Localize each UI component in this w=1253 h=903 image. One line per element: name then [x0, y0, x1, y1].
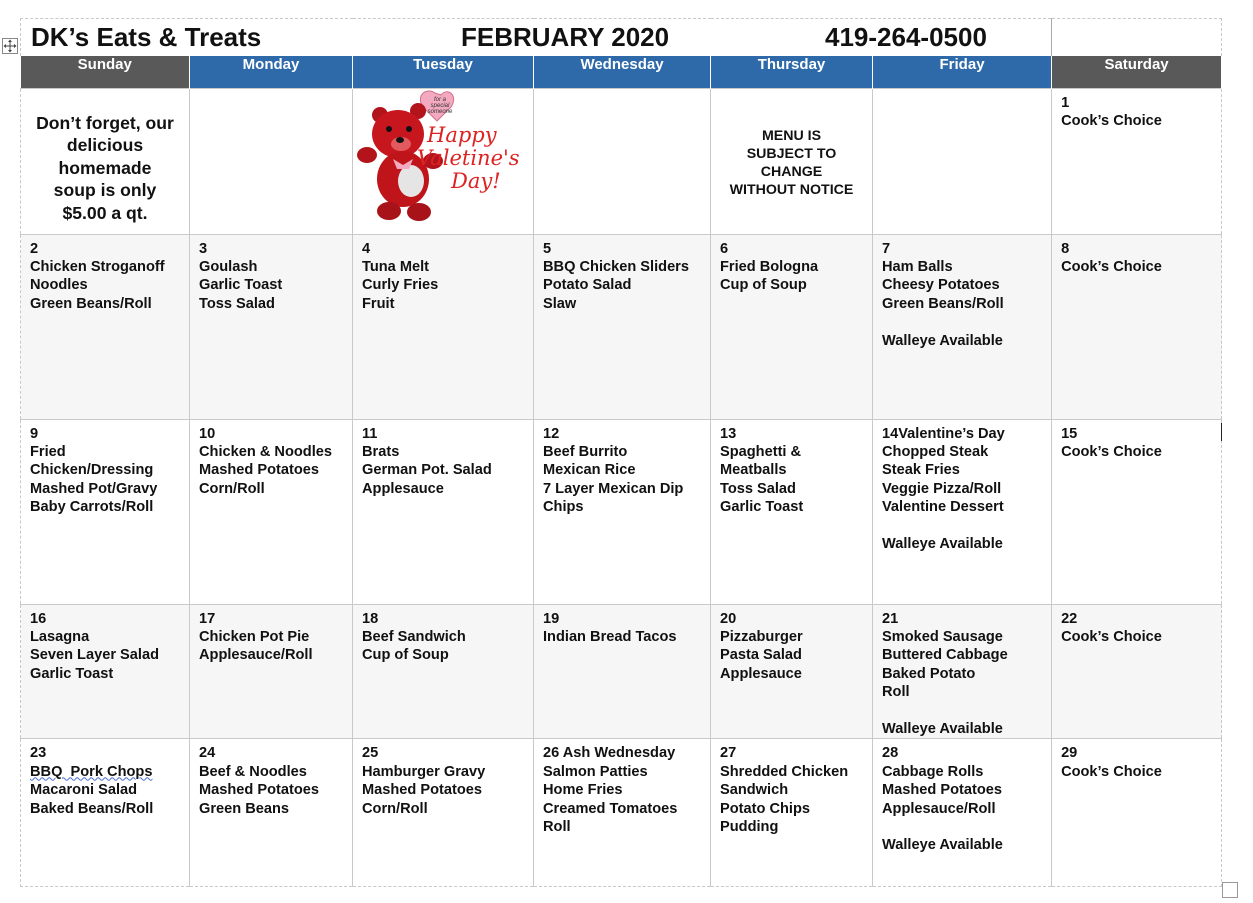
menu-item: Chicken Stroganoff — [30, 258, 165, 275]
date-number: 8 — [1061, 240, 1070, 257]
menu-item: Cabbage Rolls — [882, 763, 984, 780]
menu-item: Garlic Toast — [720, 499, 804, 516]
date-number: 12 — [543, 425, 560, 442]
valentine-clipart — [353, 89, 533, 229]
menu-item: Macaroni Salad — [30, 782, 138, 799]
menu-item: Beef Burrito — [543, 443, 628, 460]
heart-caption-line: for a — [433, 96, 446, 103]
menu-item: Toss Salad — [199, 295, 275, 312]
day-menu — [711, 605, 872, 684]
menu-item: Mashed Pot/Gravy — [30, 480, 158, 497]
day-header-saturday: Saturday — [1052, 56, 1222, 88]
date-number: 27 — [720, 745, 737, 762]
day-menu — [711, 739, 872, 836]
table-resize-handle-icon[interactable] — [1222, 882, 1238, 898]
calendar-title-cell[interactable] — [21, 19, 1052, 57]
menu-item — [882, 818, 1047, 836]
menu-item: Ham Balls — [882, 258, 953, 275]
menu-item: Tuna Melt — [362, 258, 430, 275]
day-header-monday: Monday — [190, 56, 353, 88]
menu-item: Chicken/Dressing — [30, 462, 154, 479]
menu-item: Roll — [882, 684, 910, 701]
menu-item: Shredded Chicken — [720, 763, 849, 780]
day-cell[interactable] — [534, 88, 711, 234]
menu-note-line: CHANGE — [760, 163, 823, 180]
day-header-thursday: Thursday — [711, 56, 873, 88]
menu-item: Baked Beans/Roll — [30, 800, 154, 817]
menu-item: Chopped Steak — [882, 443, 989, 460]
date-number: 7 — [882, 240, 891, 257]
date-number: 16 — [30, 610, 47, 627]
menu-item: Chips — [543, 499, 584, 516]
date-number: 22 — [1061, 610, 1078, 627]
day-cell[interactable] — [873, 739, 1052, 887]
day-menu — [353, 605, 533, 665]
date-number: 13 — [720, 425, 737, 442]
day-cell[interactable] — [711, 234, 873, 419]
date-number: 17 — [199, 610, 216, 627]
menu-item: Salmon Patties — [543, 763, 648, 780]
heart-caption-line: special — [430, 102, 450, 109]
day-cell[interactable] — [534, 739, 711, 887]
date-number: 19 — [543, 610, 560, 627]
heart-caption — [425, 97, 455, 115]
date-number: 25 — [362, 745, 379, 762]
day-menu — [534, 420, 710, 517]
day-cell[interactable] — [353, 604, 534, 739]
date-number: 5 — [543, 240, 552, 257]
text-cursor — [1221, 423, 1222, 441]
menu-item: Veggie Pizza/Roll — [882, 480, 1002, 497]
menu-item: Applesauce/Roll — [882, 800, 996, 817]
menu-item: Brats — [362, 443, 400, 460]
menu-item: Slaw — [543, 295, 577, 312]
date-number: 9 — [30, 425, 39, 442]
day-menu — [353, 420, 533, 499]
soup-note-line: delicious — [66, 135, 144, 156]
day-menu — [873, 420, 1051, 554]
menu-note-line: MENU IS — [761, 127, 822, 144]
day-menu — [534, 605, 710, 647]
soup-note-line: $5.00 a qt. — [62, 202, 148, 223]
date-number: 15 — [1061, 425, 1078, 442]
menu-item: Walleye Available — [882, 535, 1003, 552]
day-menu — [1052, 420, 1221, 462]
menu-item: Mashed Potatoes — [199, 462, 320, 479]
menu-item: Cheesy Potatoes — [882, 277, 1000, 294]
menu-item: BBQ Pork Chops — [30, 763, 153, 780]
day-cell[interactable] — [21, 88, 190, 234]
day-menu — [873, 605, 1051, 739]
date-number: 14Valentine’s Day — [882, 425, 1005, 442]
menu-item: Mexican Rice — [543, 462, 636, 479]
day-menu — [534, 739, 710, 836]
soup-note-line: soup is only — [53, 180, 157, 201]
menu-item: Buttered Cabbage — [882, 647, 1008, 664]
menu-item: Meatballs — [720, 462, 787, 479]
date-number: 2 — [30, 240, 39, 257]
valentine-text-line: Happy — [427, 122, 497, 147]
menu-item: Beef Sandwich — [362, 628, 466, 645]
menu-item: Toss Salad — [720, 480, 796, 497]
day-cell[interactable] — [190, 419, 353, 604]
day-cell[interactable] — [353, 419, 534, 604]
menu-item: Green Beans/Roll — [882, 295, 1004, 312]
soup-note-line: homemade — [58, 157, 152, 178]
day-cell[interactable] — [711, 88, 873, 234]
menu-item: Corn/Roll — [199, 480, 265, 497]
menu-item: Walleye Available — [882, 720, 1003, 737]
menu-item: Sandwich — [720, 782, 789, 799]
menu-item: Lasagna — [30, 628, 90, 645]
day-cell[interactable] — [21, 419, 190, 604]
day-cell[interactable] — [190, 234, 353, 419]
week-row-1 — [21, 88, 1222, 234]
date-number: 18 — [362, 610, 379, 627]
day-cell[interactable] — [190, 88, 353, 234]
day-cell[interactable] — [21, 234, 190, 419]
menu-item: Curly Fries — [362, 277, 439, 294]
day-menu — [190, 739, 352, 818]
menu-item: Walleye Available — [882, 837, 1003, 854]
menu-item: Pizzaburger — [720, 628, 803, 645]
date-number: 23 — [30, 745, 47, 762]
day-menu — [21, 235, 189, 314]
day-menu — [190, 235, 352, 314]
header-empty-cell[interactable] — [1052, 19, 1222, 57]
day-header-tuesday: Tuesday — [353, 56, 534, 88]
date-number: 28 — [882, 745, 899, 762]
menu-item: Mashed Potatoes — [199, 782, 320, 799]
day-menu — [21, 420, 189, 517]
date-number: 4 — [362, 240, 371, 257]
day-cell[interactable] — [534, 419, 711, 604]
menu-item: Spaghetti & — [720, 443, 802, 460]
weekday-header-row — [21, 56, 1222, 88]
menu-item: 7 Layer Mexican Dip — [543, 480, 684, 497]
menu-item: Baby Carrots/Roll — [30, 499, 154, 516]
week-row-4 — [21, 604, 1222, 739]
menu-item: Valentine Dessert — [882, 499, 1004, 516]
menu-item: Chicken Pot Pie — [199, 628, 310, 645]
month-title: FEBRUARY 2020 — [461, 22, 670, 52]
menu-calendar — [20, 18, 1222, 887]
day-menu — [534, 235, 710, 314]
menu-note-line: WITHOUT NOTICE — [729, 182, 854, 199]
menu-item: Green Beans — [199, 800, 290, 817]
day-cell[interactable] — [21, 739, 190, 887]
week-row-5 — [21, 739, 1222, 887]
menu-item: Mashed Potatoes — [362, 782, 483, 799]
day-cell[interactable] — [534, 234, 711, 419]
business-name: DK’s Eats & Treats — [31, 22, 262, 52]
day-header-sunday: Sunday — [21, 56, 190, 88]
menu-item: Garlic Toast — [30, 665, 114, 682]
menu-item: Green Beans/Roll — [30, 295, 152, 312]
day-menu — [873, 235, 1051, 350]
soup-note — [21, 89, 189, 225]
menu-item: Cook’s Choice — [1061, 763, 1162, 780]
menu-item — [882, 702, 1047, 720]
menu-item: Hamburger Gravy — [362, 763, 486, 780]
date-number: 3 — [199, 240, 208, 257]
menu-item: Potato Salad — [543, 277, 632, 294]
day-menu — [873, 739, 1051, 854]
day-menu — [190, 605, 352, 665]
menu-item: Potato Chips — [720, 800, 810, 817]
day-menu — [21, 739, 189, 818]
day-cell[interactable] — [190, 739, 353, 887]
day-menu — [353, 235, 533, 314]
day-menu — [1052, 89, 1221, 131]
day-header-friday: Friday — [873, 56, 1052, 88]
date-number: 26 Ash Wednesday — [543, 745, 676, 762]
menu-item: Cup of Soup — [720, 277, 807, 294]
menu-note-line: SUBJECT TO — [746, 145, 837, 162]
day-cell[interactable] — [190, 604, 353, 739]
menu-item: Fried — [30, 443, 66, 460]
day-cell[interactable] — [353, 88, 534, 234]
menu-item: Roll — [543, 818, 571, 835]
menu-item: Pasta Salad — [720, 647, 802, 664]
day-cell[interactable] — [873, 234, 1052, 419]
week-row-3 — [21, 419, 1222, 604]
menu-item: Garlic Toast — [199, 277, 283, 294]
menu-item — [882, 517, 1047, 535]
menu-item: Steak Fries — [882, 462, 960, 479]
menu-item: Creamed Tomatoes — [543, 800, 678, 817]
day-cell[interactable] — [711, 739, 873, 887]
day-menu — [353, 739, 533, 818]
menu-item — [882, 313, 1047, 331]
day-cell[interactable] — [711, 604, 873, 739]
day-cell[interactable] — [1052, 88, 1222, 234]
menu-item: Seven Layer Salad — [30, 647, 159, 664]
date-number: 20 — [720, 610, 737, 627]
day-menu — [1052, 235, 1221, 277]
heart-caption-line: someone — [427, 108, 453, 115]
menu-item: Noodles — [30, 277, 88, 294]
day-cell[interactable] — [1052, 234, 1222, 419]
date-number: 21 — [882, 610, 899, 627]
day-cell[interactable] — [873, 419, 1052, 604]
date-number: 10 — [199, 425, 216, 442]
day-menu — [711, 235, 872, 295]
menu-item: Beef & Noodles — [199, 763, 307, 780]
day-menu — [190, 420, 352, 499]
menu-item: Mashed Potatoes — [882, 782, 1003, 799]
menu-item: Indian Bread Tacos — [543, 628, 677, 645]
week-row-2 — [21, 234, 1222, 419]
menu-item: Fruit — [362, 295, 395, 312]
menu-item: Fried Bologna — [720, 258, 819, 275]
day-cell[interactable] — [711, 419, 873, 604]
day-cell[interactable] — [873, 88, 1052, 234]
day-menu — [1052, 605, 1221, 647]
date-number: 6 — [720, 240, 729, 257]
menu-item: Corn/Roll — [362, 800, 428, 817]
day-cell[interactable] — [1052, 604, 1222, 739]
menu-item: Applesauce/Roll — [199, 647, 313, 664]
menu-item: Pudding — [720, 818, 779, 835]
day-menu — [1052, 739, 1221, 781]
day-cell[interactable] — [353, 234, 534, 419]
menu-item: Walleye Available — [882, 332, 1003, 349]
menu-item: BBQ Chicken Sliders — [543, 258, 689, 275]
menu-item: Smoked Sausage — [882, 628, 1003, 645]
date-number: 1 — [1061, 94, 1070, 111]
menu-item: Cook’s Choice — [1061, 443, 1162, 460]
date-number: 29 — [1061, 745, 1078, 762]
menu-item: Applesauce — [362, 480, 444, 497]
phone-number: 419-264-0500 — [825, 22, 987, 52]
day-cell[interactable] — [353, 739, 534, 887]
menu-item: Baked Potato — [882, 665, 976, 682]
date-number: 11 — [362, 425, 378, 442]
menu-change-note — [711, 89, 872, 200]
day-cell[interactable] — [1052, 739, 1222, 887]
menu-item: Home Fries — [543, 782, 623, 799]
day-header-wednesday: Wednesday — [534, 56, 711, 88]
soup-note-line: Don’t forget, our — [36, 112, 174, 133]
menu-item: Cook’s Choice — [1061, 628, 1162, 645]
menu-item: Cook’s Choice — [1061, 258, 1162, 275]
day-menu — [21, 605, 189, 684]
day-cell[interactable] — [873, 604, 1052, 739]
menu-item: Chicken & Noodles — [199, 443, 332, 460]
day-cell[interactable] — [534, 604, 711, 739]
day-cell[interactable] — [21, 604, 190, 739]
valentine-text-line: Day! — [451, 168, 501, 193]
menu-item: Goulash — [199, 258, 258, 275]
calendar-header-row — [21, 19, 1222, 57]
menu-item: Applesauce — [720, 665, 802, 682]
menu-item: Cook’s Choice — [1061, 112, 1162, 129]
day-menu — [711, 420, 872, 517]
menu-item: Cup of Soup — [362, 647, 449, 664]
table-move-handle-icon[interactable] — [2, 38, 18, 54]
menu-item: German Pot. Salad — [362, 462, 492, 479]
day-cell[interactable] — [1052, 419, 1222, 604]
valentine-text-line: Valetine's — [417, 145, 520, 170]
date-number: 24 — [199, 745, 216, 762]
